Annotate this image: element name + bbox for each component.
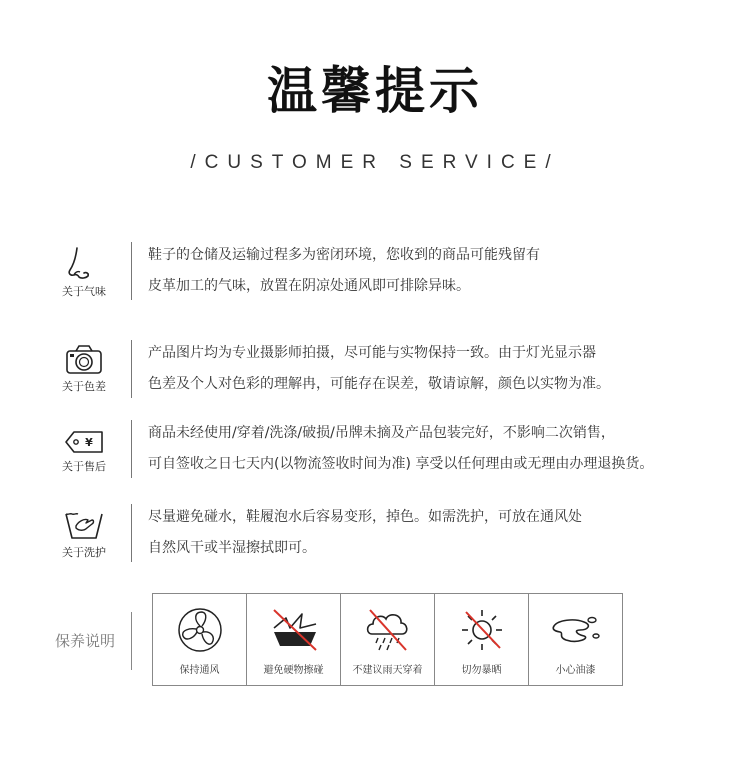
divider	[131, 420, 132, 478]
care-item	[153, 594, 247, 685]
handwash-icon	[62, 506, 106, 542]
care-item	[529, 594, 622, 685]
camera-icon	[62, 342, 106, 378]
divider	[131, 242, 132, 300]
section-caption: 关于气味	[62, 285, 106, 298]
page-subtitle: /CUSTOMER SERVICE/	[190, 152, 560, 173]
section-text: 尽量避免碰水，鞋履泡水后容易变形，掉色。如需洗护，可放在通风处 自然风干或半湿擦拭即可。	[148, 509, 582, 556]
no-sun-icon	[454, 606, 510, 654]
section-smell	[0, 240, 750, 300]
divider	[131, 504, 132, 562]
no-scratch-icon	[266, 606, 322, 654]
section-washing	[0, 500, 750, 562]
section-caption: 关于色差	[62, 380, 106, 393]
divider	[131, 612, 132, 670]
care-item	[247, 594, 341, 685]
nose-icon	[62, 246, 106, 282]
no-rain-icon	[360, 606, 416, 654]
section-after-sales	[0, 418, 750, 478]
care-item-label: 切勿暴晒	[461, 665, 502, 676]
section-text: 产品图片均为专业摄影师拍摄，尽可能与实物保持一致。由于灯光显示器 色差及个人对色彩的理解冉，可能存在误差，敬请谅解，颜色以实物为准。	[148, 345, 610, 392]
care-icons-panel	[152, 593, 623, 686]
care-item-label: 小心油漆	[555, 665, 596, 676]
care-item-label: 保持通风	[179, 665, 220, 676]
care-label: 保养说明	[55, 632, 116, 650]
care-item-label: 避免硬物擦碰	[263, 665, 324, 676]
section-color	[0, 338, 750, 398]
fan-icon	[172, 606, 228, 654]
section-text: 鞋子的仓储及运输过程多为密闭环境，您收到的商品可能残留有 皮革加工的气味，放置在阴凉处通风即可排除异味。	[148, 247, 540, 294]
svg-text:¥: ¥	[85, 436, 93, 449]
section-caption: 关于售后	[62, 460, 106, 473]
care-item	[341, 594, 435, 685]
page-title: 温馨提示	[267, 62, 483, 120]
care-item	[435, 594, 529, 685]
care-item-label: 不建议雨天穿着	[352, 665, 423, 676]
section-text: 商品未经使用/穿着/洗涤/破损/吊牌未摘及产品包装完好，不影响二次销售， 可自签收之日七天内(以物流签收时间为准) 享受以任何理由或无理由办理退换货。	[148, 425, 654, 472]
tag-icon	[62, 424, 106, 460]
divider	[131, 340, 132, 398]
oil-stain-icon	[548, 606, 604, 654]
section-caption: 关于洗护	[62, 546, 106, 559]
